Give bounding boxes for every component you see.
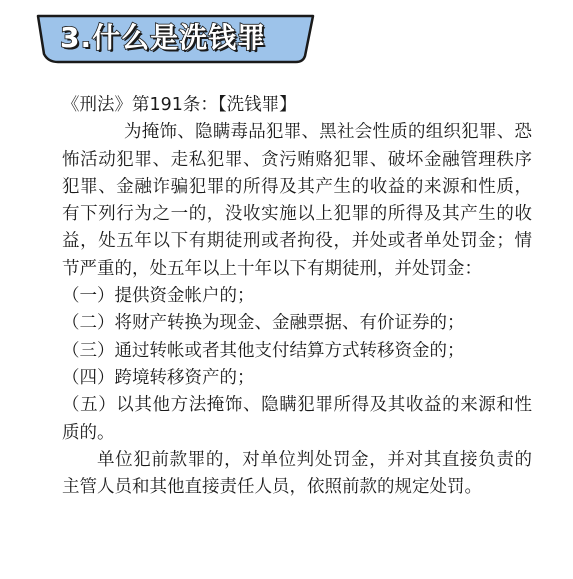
list-item-3: （三）通过转帐或者其他支付结算方式转移资金的； bbox=[62, 340, 465, 361]
section-title: 3.什么是洗钱罪 bbox=[60, 21, 267, 54]
list-item-5: （五）以其他方法掩饰、隐瞒犯罪所得及其收益的来源和性质的。 bbox=[62, 395, 532, 443]
list-item-1: （一）提供资金帐户的； bbox=[62, 286, 255, 307]
list-item-2: （二）将财产转换为现金、金融票据、有价证券的； bbox=[62, 313, 465, 334]
article-reference: 《刑法》第191条：【洗钱罪】 bbox=[62, 95, 297, 115]
main-paragraph: 为掩饰、隐瞒毒品犯罪、黑社会性质的组织犯罪、恐怖活动犯罪、走私犯罪、贪污贿赂犯罪、破坏金融管理秩序犯罪、金融诈骗犯罪的所得及其产生的收益的来源和性质，有下列行为之一的，没收实施以上犯罪的所得及其产生的收益，处五年以下有期徒刑或者拘役，并处或者单处罚金；情节严重的，处五年以上十年以下有期徒刑，并处罚金： bbox=[62, 122, 532, 279]
unit-paragraph: 单位犯前款罪的，对单位判处罚金，并对其直接负责的主管人员和其他直接责任人员，依照前款的规定处罚。 bbox=[62, 449, 532, 498]
section-banner bbox=[34, 14, 316, 64]
law-text bbox=[62, 92, 532, 501]
list-item-4: （四）跨境转移资产的； bbox=[62, 367, 255, 388]
